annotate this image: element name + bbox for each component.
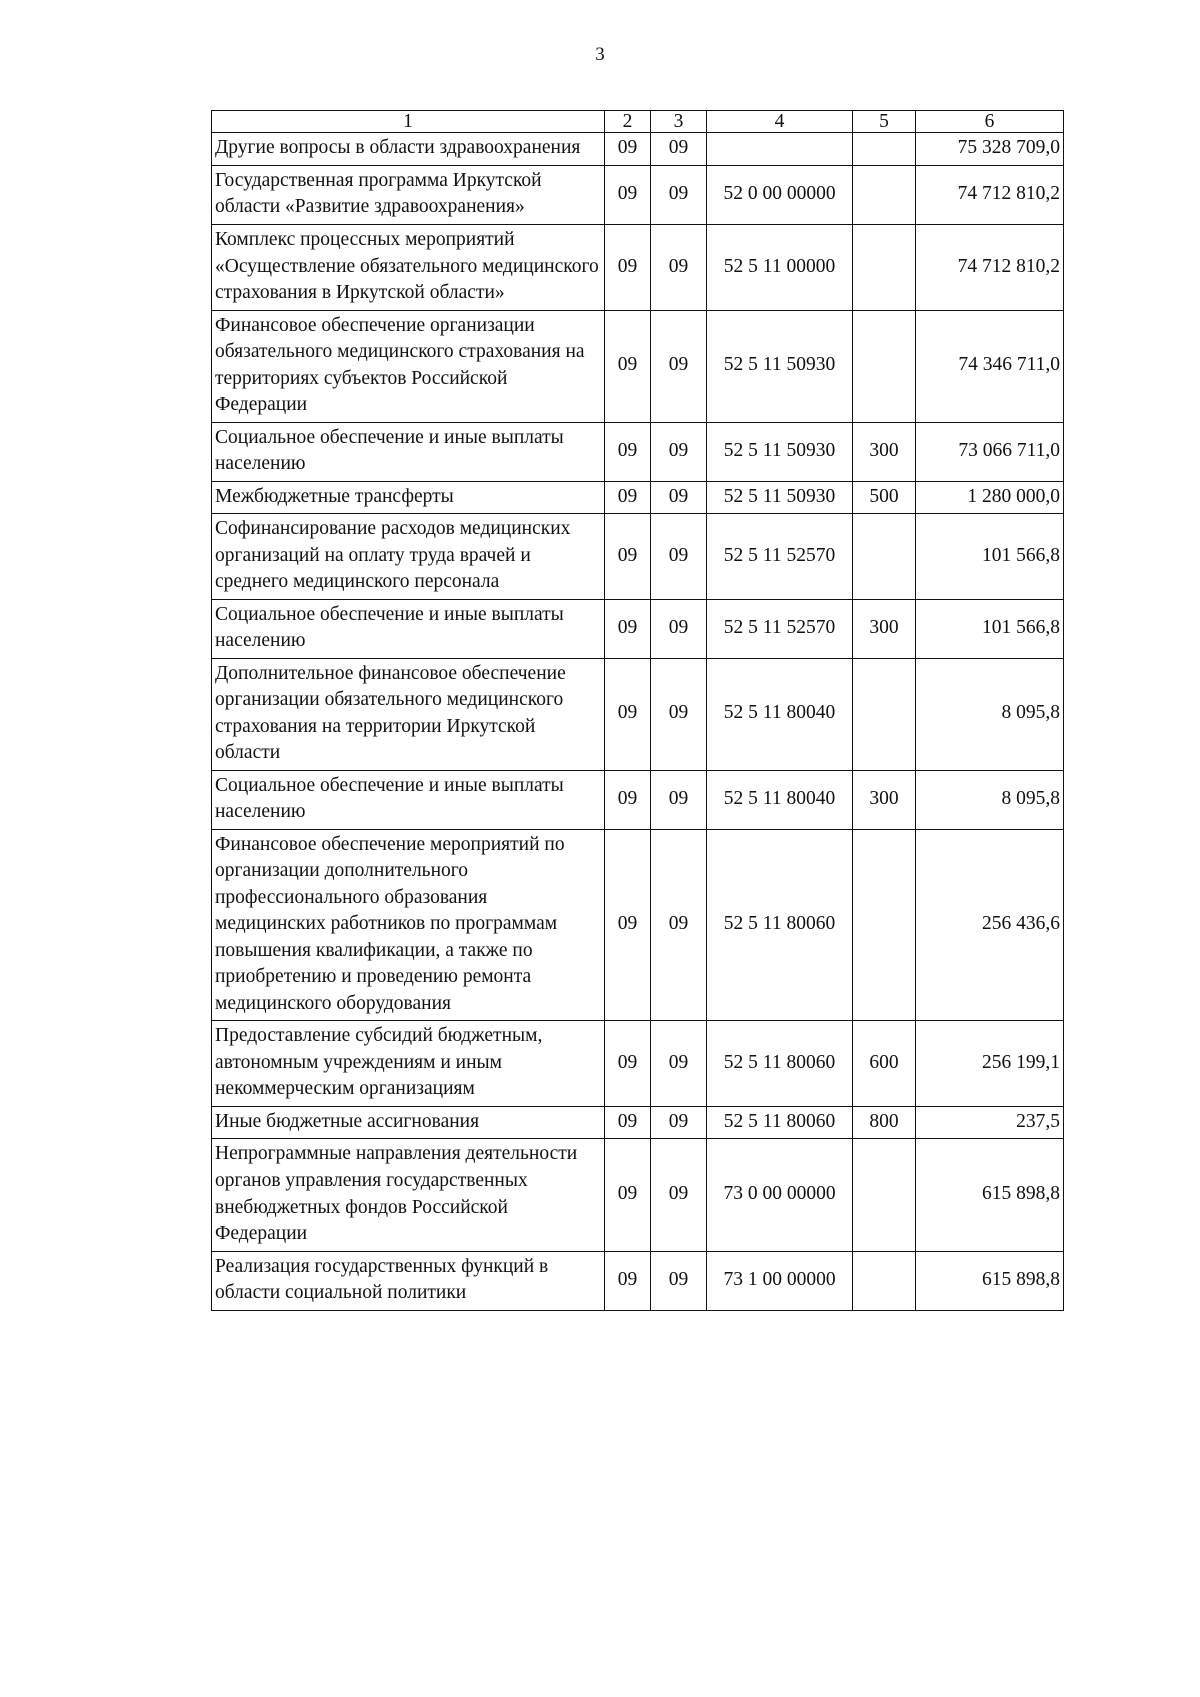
row-target-code: 52 5 11 80060 <box>707 1021 853 1107</box>
table-row <box>212 829 1064 1021</box>
row-expense-type: 800 <box>853 1106 916 1139</box>
row-section: 09 <box>605 1139 651 1251</box>
table-row <box>212 481 1064 514</box>
row-amount: 8 095,8 <box>916 658 1064 770</box>
row-expense-type <box>853 310 916 422</box>
row-section: 09 <box>605 133 651 166</box>
row-expense-type <box>853 514 916 600</box>
row-amount: 74 346 711,0 <box>916 310 1064 422</box>
row-name: Другие вопросы в области здравоохранения <box>212 133 605 166</box>
row-subsection: 09 <box>651 1251 707 1310</box>
row-target-code: 52 5 11 80060 <box>707 829 853 1021</box>
row-expense-type <box>853 165 916 224</box>
row-target-code: 52 5 11 50930 <box>707 310 853 422</box>
table-row <box>212 1021 1064 1107</box>
row-name: Предоставление субсидий бюджетным, автономным учреждениям и иным некоммерческим организациям <box>212 1021 605 1107</box>
row-target-code: 52 5 11 50930 <box>707 422 853 481</box>
header-col-1: 1 <box>212 111 605 133</box>
table-row <box>212 658 1064 770</box>
row-section: 09 <box>605 310 651 422</box>
table-row <box>212 133 1064 166</box>
row-subsection: 09 <box>651 514 707 600</box>
row-amount: 8 095,8 <box>916 770 1064 829</box>
row-subsection: 09 <box>651 1106 707 1139</box>
row-expense-type <box>853 224 916 310</box>
row-expense-type: 500 <box>853 481 916 514</box>
row-section: 09 <box>605 599 651 658</box>
row-target-code: 52 5 11 80040 <box>707 658 853 770</box>
header-col-6: 6 <box>916 111 1064 133</box>
row-target-code: 52 5 11 00000 <box>707 224 853 310</box>
table-row <box>212 224 1064 310</box>
row-name: Финансовое обеспечение мероприятий по организации дополнительного профессионального образования медицинских работников по программам повышения квалификации, а также по приобретению и проведению ремонта медицинского оборудования <box>212 829 605 1021</box>
page-number: 3 <box>595 44 605 65</box>
row-amount: 75 328 709,0 <box>916 133 1064 166</box>
table-row <box>212 1251 1064 1310</box>
table-row <box>212 422 1064 481</box>
table-row <box>212 599 1064 658</box>
row-expense-type <box>853 133 916 166</box>
row-subsection: 09 <box>651 658 707 770</box>
row-expense-type <box>853 1139 916 1251</box>
row-name: Дополнительное финансовое обеспечение организации обязательного медицинского страхования на территории Иркутской области <box>212 658 605 770</box>
row-name: Социальное обеспечение и иные выплаты населению <box>212 770 605 829</box>
row-section: 09 <box>605 829 651 1021</box>
row-section: 09 <box>605 1106 651 1139</box>
row-target-code: 52 5 11 52570 <box>707 514 853 600</box>
row-amount: 615 898,8 <box>916 1139 1064 1251</box>
row-name: Софинансирование расходов медицинских организаций на оплату труда врачей и среднего медицинского персонала <box>212 514 605 600</box>
row-subsection: 09 <box>651 599 707 658</box>
row-name: Социальное обеспечение и иные выплаты населению <box>212 422 605 481</box>
row-amount: 256 199,1 <box>916 1021 1064 1107</box>
table-row <box>212 770 1064 829</box>
table-row <box>212 165 1064 224</box>
row-target-code: 52 5 11 80040 <box>707 770 853 829</box>
row-expense-type: 300 <box>853 599 916 658</box>
table-header-row <box>212 111 1064 133</box>
row-amount: 1 280 000,0 <box>916 481 1064 514</box>
row-target-code: 52 0 00 00000 <box>707 165 853 224</box>
row-amount: 101 566,8 <box>916 514 1064 600</box>
row-name: Комплекс процессных мероприятий «Осуществление обязательного медицинского страхования в Иркутской области» <box>212 224 605 310</box>
row-subsection: 09 <box>651 422 707 481</box>
table-row <box>212 514 1064 600</box>
row-name: Межбюджетные трансферты <box>212 481 605 514</box>
row-target-code: 52 5 11 50930 <box>707 481 853 514</box>
row-section: 09 <box>605 224 651 310</box>
row-subsection: 09 <box>651 829 707 1021</box>
row-section: 09 <box>605 1021 651 1107</box>
header-col-4: 4 <box>707 111 853 133</box>
row-section: 09 <box>605 165 651 224</box>
row-name: Реализация государственных функций в области социальной политики <box>212 1251 605 1310</box>
row-section: 09 <box>605 481 651 514</box>
row-amount: 615 898,8 <box>916 1251 1064 1310</box>
row-amount: 74 712 810,2 <box>916 165 1064 224</box>
row-name: Социальное обеспечение и иные выплаты населению <box>212 599 605 658</box>
header-col-2: 2 <box>605 111 651 133</box>
header-col-5: 5 <box>853 111 916 133</box>
row-amount: 73 066 711,0 <box>916 422 1064 481</box>
row-target-code: 73 1 00 00000 <box>707 1251 853 1310</box>
row-section: 09 <box>605 770 651 829</box>
row-section: 09 <box>605 1251 651 1310</box>
row-expense-type <box>853 829 916 1021</box>
row-expense-type: 300 <box>853 770 916 829</box>
row-subsection: 09 <box>651 133 707 166</box>
row-target-code: 52 5 11 80060 <box>707 1106 853 1139</box>
row-target-code <box>707 133 853 166</box>
row-expense-type: 600 <box>853 1021 916 1107</box>
row-amount: 237,5 <box>916 1106 1064 1139</box>
row-subsection: 09 <box>651 224 707 310</box>
row-name: Иные бюджетные ассигнования <box>212 1106 605 1139</box>
row-section: 09 <box>605 422 651 481</box>
table-row <box>212 1139 1064 1251</box>
row-target-code: 52 5 11 52570 <box>707 599 853 658</box>
row-subsection: 09 <box>651 310 707 422</box>
table-row <box>212 1106 1064 1139</box>
row-target-code: 73 0 00 00000 <box>707 1139 853 1251</box>
row-amount: 101 566,8 <box>916 599 1064 658</box>
row-subsection: 09 <box>651 1139 707 1251</box>
row-expense-type <box>853 658 916 770</box>
row-subsection: 09 <box>651 165 707 224</box>
row-subsection: 09 <box>651 1021 707 1107</box>
row-amount: 74 712 810,2 <box>916 224 1064 310</box>
row-section: 09 <box>605 514 651 600</box>
row-subsection: 09 <box>651 481 707 514</box>
row-expense-type <box>853 1251 916 1310</box>
row-name: Финансовое обеспечение организации обязательного медицинского страхования на территориях субъектов Российской Федерации <box>212 310 605 422</box>
row-name: Непрограммные направления деятельности органов управления государственных внебюджетных фондов Российской Федерации <box>212 1139 605 1251</box>
row-expense-type: 300 <box>853 422 916 481</box>
table-row <box>212 310 1064 422</box>
row-section: 09 <box>605 658 651 770</box>
row-name: Государственная программа Иркутской области «Развитие здравоохранения» <box>212 165 605 224</box>
row-subsection: 09 <box>651 770 707 829</box>
budget-table <box>211 110 1064 1311</box>
row-amount: 256 436,6 <box>916 829 1064 1021</box>
header-col-3: 3 <box>651 111 707 133</box>
